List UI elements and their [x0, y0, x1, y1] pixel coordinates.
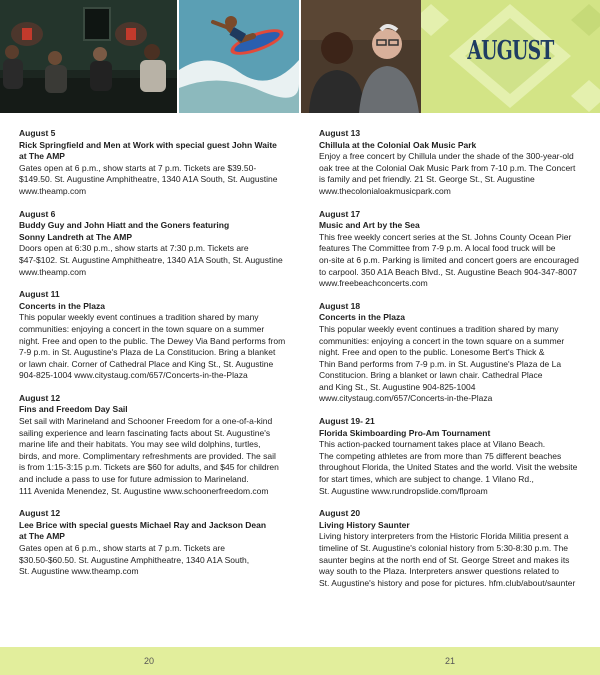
event-date: August 19- 21 [319, 416, 375, 427]
event-description: This popular weekly event continues a tradition shared by many communities: enjoying a concert in the town square on a summer night. Free and open to the public. Lonesome Bert's Thick & Thin Band performs from 7-9 p.m. in St. Augustine's Plaza de La Constitucion. Bring a blanket or lawn chair. Cathedral Place and King St., St. Augustine 904-825-1004 www.citystaug.com/657/Concerts-in-the-Plaza [319, 323, 565, 404]
event-date: August 11 [19, 289, 60, 300]
event-title: Buddy Guy and John Hiatt and the Goners featuring Sonny Landreth at The AMP [19, 220, 230, 242]
event-listing [319, 128, 599, 198]
event-listing [319, 508, 599, 589]
event-listing [319, 416, 599, 497]
event-date: August 12 [19, 508, 61, 519]
event-title: Rick Springfield and Men at Work with special guest John Waite at The AMP [19, 139, 277, 162]
page-footer [0, 647, 600, 675]
event-title: Living History Saunter [319, 519, 410, 530]
event-date: August 18 [319, 300, 361, 311]
event-title: Lee Brice with special guests Michael Ray and Jackson Dean at The AMP [19, 519, 267, 542]
event-listing [19, 508, 299, 578]
event-date: August 20 [319, 508, 361, 519]
event-description: This popular weekly event continues a tradition shared by many communities: enjoying a concert in the town square on a summer night. Free and open to the public. The Dewey Via Band performs from 7-9 p.m. in St. Augustine's Plaza de La Constitucion. Bring a blanket or lawn chair. Corner of Cathedral Place and King St., St. Augustine 904-825-1004 www.citystaug.com/657/Concerts-in-the-Plaza [19, 312, 286, 381]
event-description: Gates open at 6 p.m., show starts at 7 p.m. Tickets are $39.50- $149.50. St. Augustine Amphitheatre, 1340 A1A South, St. Augustine www.theamp.com [19, 162, 278, 196]
event-title: Fins and Freedom Day Sail [19, 404, 128, 415]
event-date: August 6 [19, 208, 56, 219]
event-description: Set sail with Marineland and Schooner Freedom for a one-of-a-kind sailing experience and learn fascinating facts about St. Augustine's marine life and their habitats. You may see wild dolphins, turtles, birds, and more. Complimentary refreshments are provided. The sail is from 1:15-3:15 p.m. Tickets are $60 for adults, and $45 for children and include a pass to use for future admission to Marineland. 111 Avenida Menendez, St. Augustine www.schoonerfreedom.com [19, 416, 279, 496]
month-banner [421, 0, 600, 113]
event-listing [19, 289, 299, 382]
musicians-photo [301, 0, 421, 113]
event-title: Chillula at the Colonial Oak Music Park [319, 139, 477, 150]
event-title: Florida Skimboarding Pro-Am Tournament [319, 427, 491, 438]
left-event-column [19, 128, 299, 589]
left-page-number: 20 [144, 656, 155, 666]
event-date: August 13 [319, 128, 361, 138]
event-description: Living history interpreters from the Historic Florida Militia present a timeline of St. Augustine's colonial history from 5:30-8:30 p.m. The saunter begins at the north end of St. George Street and makes its way south to the Plaza. Interpreters answer questions related to St. Augustine's history and pose for pictures. hfm.club/about/saunter [319, 531, 576, 588]
event-description: Doors open at 6:30 p.m., show starts at 7:30 p.m. Tickets are $47-$102. St. Augustine Amphitheatre, 1340 A1A South, St. Augustine www.theamp.com [19, 243, 283, 277]
event-description: Enjoy a free concert by Chillula under the shade of the 300-year-old oak tree at the Colonial Oak Music Park from 7-10 p.m. The Concert is family and pet friendly. 21 St. George St., St. Augustine www.thecolonialoakmusicpark.com [319, 151, 576, 196]
event-listing [19, 128, 299, 198]
band-photo [0, 0, 177, 113]
event-date: August 5 [19, 128, 56, 138]
event-description: This free weekly concert series at the St. Johns County Ocean Pier features The Committee from 7-9 p.m. A local food truck will be on-site at 6 p.m. Parking is limited and concert goers are encouraged to carpool. 350 A1A Beach Blvd., St. Augustine Beach 904-347-8007 www.freebeachconcerts.com [319, 231, 579, 289]
event-listing [19, 393, 299, 497]
right-page-number: 21 [445, 656, 456, 666]
event-title: Music and Art by the Sea [319, 220, 420, 231]
right-event-column [319, 128, 599, 600]
skimboarder-photo [179, 0, 299, 113]
event-date: August 17 [319, 208, 361, 219]
event-description: Gates open at 6 p.m., show starts at 7 p.m. Tickets are $30.50-$60.50. St. Augustine Amphitheatre, 1340 A1A South, St. Augustine www.theamp.com [19, 543, 250, 577]
event-listing [319, 209, 599, 290]
event-date: August 12 [19, 392, 61, 403]
event-listing [319, 301, 599, 405]
event-title: Concerts in the Plaza [19, 300, 105, 311]
event-title: Concerts in the Plaza [319, 312, 405, 323]
event-listing [19, 209, 299, 279]
month-title: AUGUST [467, 36, 554, 66]
header-photo-strip [0, 0, 600, 113]
event-description: This action-packed tournament takes place at Vilano Beach. The competing athletes are from more than 75 different beaches throughout Florida, the United States and the world. Visit the website for start times, which are subject to change. 1 Vilano Rd., St. Augustine www.rundropslide.com/flproam [319, 439, 578, 496]
